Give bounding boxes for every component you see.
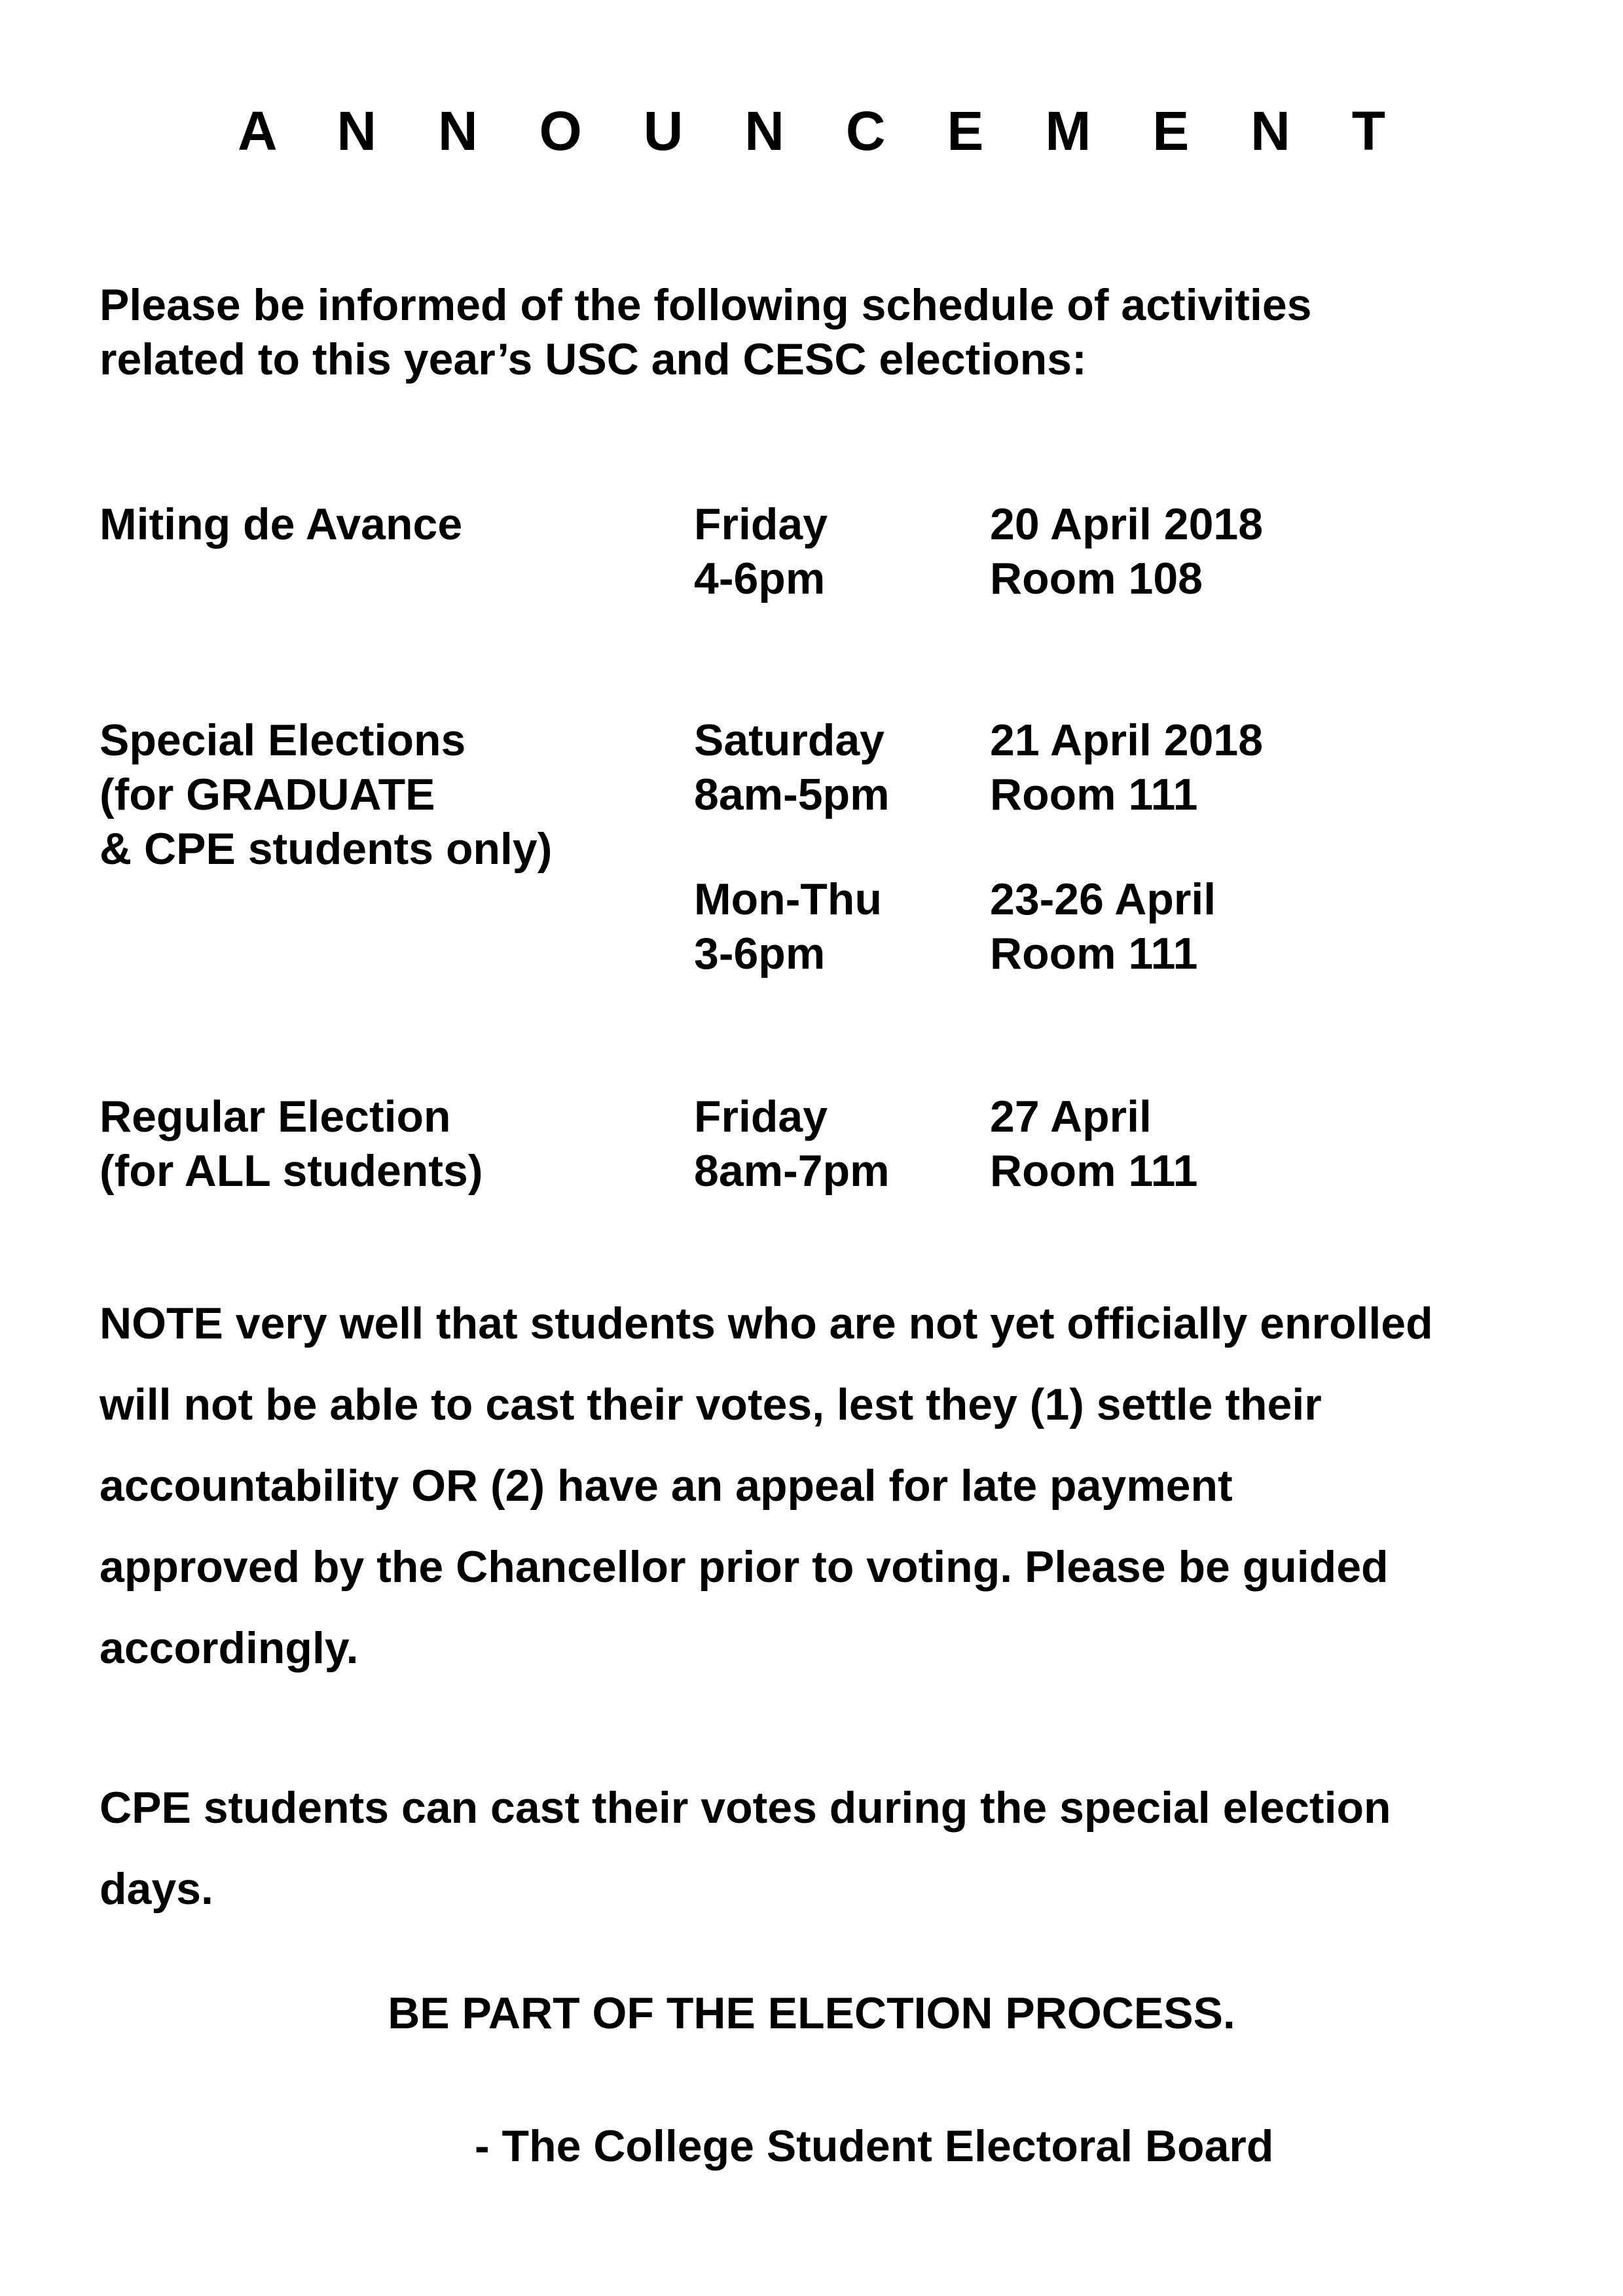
- signature: - The College Student Electoral Board: [475, 2121, 1274, 2171]
- schedule-room: Room 108: [990, 554, 1203, 603]
- note-line: NOTE very well that students who are not yet officially enrolled: [100, 1299, 1433, 1348]
- event-qualifier: & CPE students only): [100, 824, 553, 874]
- event-qualifier: (for GRADUATE: [100, 770, 435, 819]
- intro-line: related to this year’s USC and CESC elections:: [100, 334, 1087, 384]
- schedule-day: Saturday: [694, 715, 884, 765]
- note-line: accordingly.: [100, 1623, 359, 1673]
- schedule-date-room: [990, 1090, 1198, 1198]
- cpe-note: [100, 1767, 1559, 1929]
- schedule-date-room: [990, 713, 1263, 822]
- note-line: will not be able to cast their votes, lest they (1) settle their: [100, 1380, 1322, 1429]
- schedule-date: 20 April 2018: [990, 499, 1264, 549]
- schedule-day: Friday: [694, 499, 828, 549]
- schedule-date-room: [990, 497, 1263, 606]
- schedule-room: Room 111: [990, 929, 1198, 978]
- schedule-event: [100, 497, 462, 552]
- cpe-note-line: CPE students can cast their votes during the special election: [100, 1783, 1391, 1833]
- schedule-time: 8am-7pm: [694, 1146, 890, 1196]
- schedule-date: 27 April: [990, 1092, 1152, 1141]
- schedule-date: 21 April 2018: [990, 715, 1264, 765]
- schedule-event: [100, 713, 552, 876]
- event-name: Regular Election: [100, 1092, 451, 1141]
- schedule-time: 3-6pm: [694, 929, 826, 978]
- enrollment-note: [100, 1283, 1559, 1689]
- schedule-day: Mon-Thu: [694, 874, 882, 924]
- schedule-room: Room 111: [990, 1146, 1198, 1196]
- intro-paragraph: [100, 278, 1540, 387]
- intro-line: Please be informed of the following schedule of activities: [100, 280, 1312, 330]
- schedule-event: [100, 1090, 483, 1198]
- schedule-day: Friday: [694, 1092, 828, 1141]
- event-name: Miting de Avance: [100, 499, 463, 549]
- schedule-date-room: [990, 872, 1216, 981]
- schedule-day-time: [694, 1090, 890, 1198]
- schedule-day-time: [694, 497, 828, 606]
- schedule-day-time: [694, 872, 882, 981]
- call-to-action: BE PART OF THE ELECTION PROCESS.: [388, 1988, 1235, 2038]
- note-line: approved by the Chancellor prior to voting. Please be guided: [100, 1542, 1389, 1592]
- cpe-note-line: days.: [100, 1864, 213, 1914]
- page-title: A N N O U N C E M E N T: [237, 100, 1409, 162]
- note-line: accountability OR (2) have an appeal for late payment: [100, 1461, 1233, 1511]
- schedule-date: 23-26 April: [990, 874, 1216, 924]
- event-qualifier: (for ALL students): [100, 1146, 483, 1196]
- schedule-day-time: [694, 713, 890, 822]
- schedule-time: 4-6pm: [694, 554, 826, 603]
- schedule-room: Room 111: [990, 770, 1198, 819]
- schedule-time: 8am-5pm: [694, 770, 890, 819]
- event-name: Special Elections: [100, 715, 466, 765]
